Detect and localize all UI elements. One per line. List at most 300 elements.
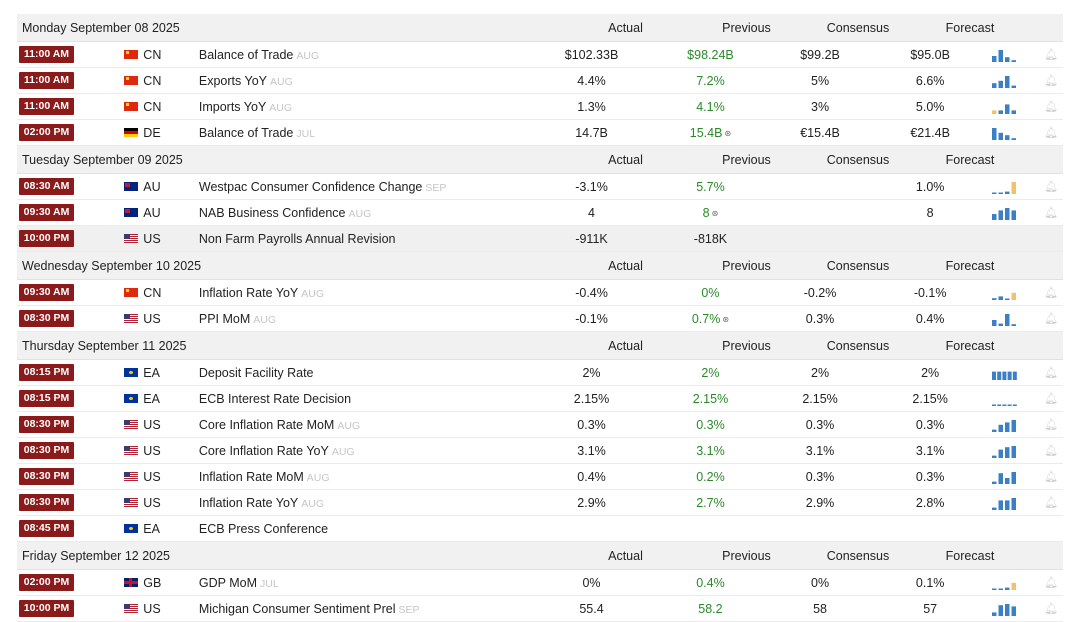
actual-value: 1.3% [577, 99, 606, 114]
bell-icon[interactable]: 🔔︎ [1044, 393, 1059, 405]
previous-value [659, 602, 762, 616]
sparkline-bar [1005, 191, 1010, 193]
time-cell [17, 364, 116, 381]
bell-icon[interactable]: 🔔︎ [1044, 313, 1059, 325]
event-row[interactable] [17, 120, 1063, 146]
time-cell [17, 124, 116, 141]
column-header-forecast: Forecast [945, 258, 995, 273]
sparkline-chart[interactable] [992, 74, 1018, 88]
previous-value [659, 206, 762, 220]
country-cell [116, 100, 198, 114]
time-badge: 08:30 PM [19, 442, 74, 459]
day-label: Tuesday September 09 2025 [22, 152, 183, 167]
time-cell [17, 98, 116, 115]
forecast-value: 5.0% [915, 99, 945, 114]
consensus-value: €15.4B [800, 125, 840, 140]
time-badge: 10:00 PM [19, 600, 74, 617]
column-header-forecast: Forecast [945, 548, 995, 563]
event-name[interactable] [198, 366, 524, 380]
sparkline-chart[interactable] [992, 418, 1018, 432]
event-name[interactable] [198, 392, 524, 406]
column-header-consensus: Consensus [826, 258, 890, 273]
previous-text: 5.7% [696, 179, 725, 194]
previous-text: 0.3% [696, 417, 725, 432]
revised-icon: ⊛ [711, 208, 719, 218]
event-title[interactable]: ECB Press Conference [198, 521, 329, 536]
sparkline-bar [1012, 60, 1017, 62]
sparkline-bar [1012, 446, 1017, 458]
sparkline-bar [1003, 404, 1007, 406]
time-badge: 08:30 AM [19, 178, 74, 195]
column-header-forecast: Forecast [945, 338, 995, 353]
event-name[interactable] [198, 418, 524, 432]
reference-period: AUG [301, 497, 325, 510]
column-header-previous: Previous [722, 548, 771, 563]
country-cell [116, 602, 198, 616]
sparkline-chart[interactable] [992, 126, 1018, 140]
sparkline-bar [1012, 182, 1017, 194]
column-header-forecast: Forecast [945, 152, 995, 167]
event-name[interactable] [198, 180, 524, 194]
flag-us-icon [124, 498, 138, 507]
sparkline-chart[interactable] [992, 470, 1018, 484]
event-name[interactable] [198, 496, 524, 510]
day-label: Thursday September 11 2025 [22, 338, 187, 353]
event-name[interactable] [198, 576, 524, 590]
country-code: US [143, 495, 161, 510]
previous-value [659, 576, 762, 590]
flag-de-icon [124, 128, 138, 137]
column-header-previous: Previous [722, 338, 771, 353]
event-name[interactable] [198, 74, 524, 88]
previous-text: 0.4% [696, 575, 725, 590]
event-row[interactable] [17, 596, 1063, 622]
sparkline-bar [1012, 138, 1017, 140]
time-badge: 11:00 AM [19, 72, 74, 89]
consensus-value: 5% [811, 73, 830, 88]
bell-icon[interactable]: 🔔︎ [1044, 445, 1059, 457]
column-header-previous: Previous [722, 20, 771, 35]
time-cell [17, 600, 116, 617]
sparkline-bar [1012, 498, 1017, 510]
bell-icon[interactable]: 🔔︎ [1044, 367, 1059, 379]
flag-ea-icon [124, 368, 138, 377]
country-cell [116, 418, 198, 432]
time-cell [17, 284, 116, 301]
sparkline-bar [1005, 314, 1010, 326]
event-title[interactable]: Inflation Rate YoY [198, 285, 299, 300]
consensus-value: 0.3% [805, 417, 835, 432]
previous-value [659, 312, 762, 326]
reference-period: AUG [269, 101, 293, 114]
time-cell [17, 230, 116, 247]
bell-icon[interactable]: 🔔︎ [1044, 497, 1059, 509]
time-cell [17, 310, 116, 327]
sparkline-cell[interactable] [982, 48, 1039, 62]
event-name[interactable] [198, 286, 524, 300]
time-badge: 08:30 PM [19, 310, 74, 327]
event-title[interactable]: GDP MoM [198, 575, 257, 590]
previous-value [659, 444, 762, 458]
time-badge: 08:30 PM [19, 468, 74, 485]
actual-value: -3.1% [575, 179, 608, 194]
sparkline-cell[interactable] [982, 312, 1039, 326]
event-row[interactable] [17, 68, 1063, 94]
reference-period: AUG [301, 287, 325, 300]
event-row[interactable] [17, 94, 1063, 120]
consensus-value: 2.9% [805, 495, 835, 510]
sparkline-cell[interactable] [982, 286, 1039, 300]
reference-period: AUG [337, 419, 361, 432]
event-name[interactable] [198, 470, 524, 484]
previous-value [659, 418, 762, 432]
actual-value: -0.4% [575, 285, 608, 300]
sparkline-bar [1005, 500, 1010, 510]
event-row[interactable] [17, 570, 1063, 596]
reference-period: AUG [331, 445, 355, 458]
sparkline-cell[interactable] [982, 100, 1039, 114]
country-code: EA [143, 365, 160, 380]
event-title[interactable]: Core Inflation Rate YoY [198, 443, 329, 458]
country-code: US [143, 469, 161, 484]
country-code: AU [143, 205, 161, 220]
column-header-consensus: Consensus [826, 152, 890, 167]
previous-value [659, 286, 762, 300]
bell-icon[interactable]: 🔔︎ [1044, 101, 1059, 113]
event-name[interactable] [198, 312, 524, 326]
day-label: Monday September 08 2025 [22, 20, 180, 35]
sparkline-bar [1012, 110, 1017, 114]
sparkline-bar [999, 210, 1004, 220]
time-badge: 08:15 PM [19, 364, 74, 381]
event-row[interactable] [17, 306, 1063, 332]
sparkline-chart[interactable] [992, 392, 1018, 406]
country-code: CN [143, 47, 162, 62]
reference-period: AUG [269, 75, 293, 88]
time-cell [17, 574, 116, 591]
sparkline-cell[interactable] [982, 366, 1039, 380]
previous-value [659, 496, 762, 510]
sparkline-cell[interactable] [982, 392, 1039, 406]
previous-value [659, 100, 762, 114]
event-title[interactable]: Inflation Rate MoM [198, 469, 304, 484]
event-title[interactable]: Imports YoY [198, 99, 267, 114]
event-row[interactable] [17, 464, 1063, 490]
event-name[interactable] [198, 206, 524, 220]
sparkline-bar [992, 371, 996, 379]
event-title[interactable]: Inflation Rate YoY [198, 495, 299, 510]
actual-value: $102.33B [564, 47, 619, 62]
sparkline-bar [992, 612, 997, 616]
forecast-value: 0.3% [915, 469, 945, 484]
forecast-value: 2.8% [915, 495, 945, 510]
event-title[interactable]: ECB Interest Rate Decision [198, 391, 352, 406]
sparkline-chart[interactable] [992, 180, 1018, 194]
column-header-actual: Actual [608, 338, 643, 353]
event-row[interactable] [17, 42, 1063, 68]
bell-icon[interactable]: 🔔︎ [1044, 181, 1059, 193]
time-badge: 08:45 PM [19, 520, 74, 537]
sparkline-bar [1012, 85, 1017, 87]
time-cell [17, 494, 116, 511]
event-row[interactable] [17, 280, 1063, 306]
sparkline-bar [1005, 604, 1010, 616]
event-row[interactable] [17, 200, 1063, 226]
forecast-value: 0.1% [915, 575, 945, 590]
event-name[interactable] [198, 126, 524, 140]
event-row[interactable] [17, 226, 1063, 252]
sparkline-bar [1005, 57, 1010, 62]
bell-icon[interactable]: 🔔︎ [1044, 603, 1059, 615]
day-header [17, 252, 1063, 280]
sparkline-cell[interactable] [982, 470, 1039, 484]
event-name[interactable] [198, 232, 524, 246]
forecast-value: 3.1% [915, 443, 945, 458]
event-row[interactable] [17, 516, 1063, 542]
consensus-value: 3.1% [805, 443, 835, 458]
sparkline-cell[interactable] [982, 180, 1039, 194]
country-cell [116, 232, 198, 246]
column-header-consensus: Consensus [826, 548, 890, 563]
sparkline-bar [992, 455, 997, 457]
column-header-consensus: Consensus [826, 20, 890, 35]
previous-text: 8 [702, 205, 710, 220]
previous-text: 2% [701, 365, 720, 380]
country-cell [116, 444, 198, 458]
previous-text: 2.15% [692, 391, 729, 406]
sparkline-bar [992, 298, 997, 300]
bell-icon[interactable]: 🔔︎ [1044, 577, 1059, 589]
sparkline-cell[interactable] [982, 576, 1039, 590]
column-header-actual: Actual [608, 548, 643, 563]
previous-value [659, 470, 762, 484]
event-row[interactable] [17, 174, 1063, 200]
event-name[interactable] [198, 48, 524, 62]
sparkline-bar [992, 110, 997, 114]
forecast-value: 0.4% [915, 311, 945, 326]
event-title[interactable]: PPI MoM [198, 311, 251, 326]
actual-value: -911K [575, 231, 608, 246]
country-cell [116, 126, 198, 140]
flag-us-icon [124, 446, 138, 455]
previous-text: 2.7% [696, 495, 725, 510]
country-code: EA [143, 391, 160, 406]
sparkline-bar [1012, 210, 1017, 220]
sparkline-chart[interactable] [992, 366, 1018, 380]
sparkline-chart[interactable] [992, 602, 1018, 616]
event-row[interactable] [17, 438, 1063, 464]
actual-value: 2.15% [573, 391, 610, 406]
day-header [17, 332, 1063, 360]
country-code: US [143, 231, 161, 246]
country-code: US [143, 601, 161, 616]
flag-us-icon [124, 234, 138, 243]
economic-calendar [17, 14, 1063, 622]
sparkline-bar [999, 449, 1004, 457]
sparkline-bar [1013, 371, 1017, 379]
time-cell [17, 520, 116, 537]
sparkline-chart[interactable] [992, 496, 1018, 510]
flag-ea-icon [124, 524, 138, 533]
sparkline-chart[interactable] [992, 206, 1018, 220]
flag-gb-icon [124, 578, 138, 587]
sparkline-bar [999, 296, 1004, 300]
sparkline-cell[interactable] [982, 206, 1039, 220]
time-cell [17, 72, 116, 89]
previous-text: 58.2 [698, 601, 723, 616]
sparkline-bar [1012, 420, 1017, 432]
sparkline-bar [1005, 135, 1010, 140]
sparkline-bar [1012, 324, 1017, 326]
country-code: CN [143, 285, 162, 300]
previous-value [659, 366, 762, 380]
country-code: GB [143, 575, 162, 590]
event-row[interactable] [17, 490, 1063, 516]
event-row[interactable] [17, 360, 1063, 386]
actual-value: 2.9% [577, 495, 606, 510]
sparkline-bar [1008, 404, 1012, 406]
bell-icon[interactable]: 🔔︎ [1044, 49, 1059, 61]
event-title[interactable]: Exports YoY [198, 73, 267, 88]
column-header-actual: Actual [608, 152, 643, 167]
column-header-actual: Actual [608, 258, 643, 273]
country-code: US [143, 443, 161, 458]
sparkline-bar [992, 481, 997, 483]
sparkline-chart[interactable] [992, 444, 1018, 458]
country-cell [116, 206, 198, 220]
event-name[interactable] [198, 602, 524, 616]
country-code: DE [143, 125, 161, 140]
sparkline-bar [999, 110, 1004, 114]
event-title[interactable]: Balance of Trade [198, 47, 294, 62]
sparkline-chart[interactable] [992, 48, 1018, 62]
column-header-previous: Previous [722, 152, 771, 167]
reference-period: AUG [348, 207, 372, 220]
sparkline-bar [997, 404, 1001, 406]
actual-value: 14.7B [575, 125, 608, 140]
flag-us-icon [124, 420, 138, 429]
sparkline-bar [1012, 606, 1017, 616]
bell-icon[interactable]: 🔔︎ [1044, 75, 1059, 87]
previous-text: 15.4B [689, 125, 723, 140]
forecast-value: 8 [926, 205, 934, 220]
bell-icon[interactable]: 🔔︎ [1044, 207, 1059, 219]
flag-us-icon [124, 472, 138, 481]
forecast-value: 6.6% [915, 73, 945, 88]
actual-value: 3.1% [577, 443, 606, 458]
sparkline-cell[interactable] [982, 418, 1039, 432]
time-cell [17, 416, 116, 433]
event-row[interactable] [17, 386, 1063, 412]
event-title[interactable]: Westpac Consumer Confidence Change [198, 179, 423, 194]
time-cell [17, 390, 116, 407]
sparkline-cell[interactable] [982, 74, 1039, 88]
sparkline-bar [999, 500, 1004, 510]
consensus-value: 0.3% [805, 311, 835, 326]
sparkline-bar [1005, 422, 1010, 432]
sparkline-bar [999, 323, 1004, 325]
reference-period: SEP [425, 181, 447, 194]
previous-text: -818K [693, 231, 728, 246]
country-code: US [143, 417, 161, 432]
event-name[interactable] [198, 444, 524, 458]
bell-icon[interactable]: 🔔︎ [1044, 471, 1059, 483]
event-name[interactable] [198, 100, 524, 114]
column-header-consensus: Consensus [826, 338, 890, 353]
forecast-value: 1.0% [915, 179, 945, 194]
event-title[interactable]: Michigan Consumer Sentiment Prel [198, 601, 396, 616]
sparkline-bar [1008, 371, 1012, 379]
event-title[interactable]: Balance of Trade [198, 125, 294, 140]
country-code: CN [143, 99, 162, 114]
sparkline-chart[interactable] [992, 286, 1018, 300]
forecast-value: 2.15% [912, 391, 948, 406]
time-cell [17, 178, 116, 195]
bell-icon[interactable]: 🔔︎ [1044, 127, 1059, 139]
event-title[interactable]: Core Inflation Rate MoM [198, 417, 335, 432]
sparkline-bar [999, 50, 1004, 62]
sparkline-bar [1003, 371, 1007, 379]
sparkline-bar [999, 473, 1004, 484]
flag-us-icon [124, 604, 138, 613]
time-cell [17, 46, 116, 63]
time-badge: 02:00 PM [19, 124, 74, 141]
consensus-value: $99.2B [800, 47, 840, 62]
sparkline-bar [1005, 298, 1010, 300]
sparkline-bar [992, 83, 997, 88]
country-cell [116, 522, 198, 536]
time-badge: 11:00 AM [19, 46, 74, 63]
flag-au-icon [124, 182, 138, 191]
column-header-previous: Previous [722, 258, 771, 273]
event-row[interactable] [17, 412, 1063, 438]
sparkline-cell[interactable] [982, 496, 1039, 510]
forecast-value: €21.4B [910, 125, 950, 140]
flag-cn-icon [124, 76, 138, 85]
previous-value [659, 126, 762, 140]
sparkline-cell[interactable] [982, 602, 1039, 616]
sparkline-chart[interactable] [992, 576, 1018, 590]
event-title[interactable]: Deposit Facility Rate [198, 365, 314, 380]
day-header [17, 542, 1063, 570]
sparkline-bar [1005, 208, 1010, 220]
event-title[interactable]: Non Farm Payrolls Annual Revision [198, 231, 396, 246]
event-name[interactable] [198, 522, 524, 536]
country-cell [116, 496, 198, 510]
sparkline-bar [992, 429, 997, 431]
previous-text: 0.7% [691, 311, 721, 326]
event-title[interactable]: NAB Business Confidence [198, 205, 346, 220]
day-label: Wednesday September 10 2025 [22, 258, 202, 273]
reference-period: AUG [306, 471, 330, 484]
sparkline-chart[interactable] [992, 100, 1018, 114]
sparkline-bar [1005, 587, 1010, 589]
country-cell [116, 286, 198, 300]
sparkline-cell[interactable] [982, 126, 1039, 140]
time-cell [17, 204, 116, 221]
previous-value [659, 232, 762, 246]
country-cell [116, 180, 198, 194]
sparkline-bar [992, 128, 997, 140]
bell-icon[interactable]: 🔔︎ [1044, 419, 1059, 431]
reference-period: AUG [253, 313, 277, 326]
time-cell [17, 442, 116, 459]
country-cell [116, 576, 198, 590]
sparkline-cell[interactable] [982, 444, 1039, 458]
previous-text: $98.24B [687, 47, 734, 62]
bell-icon[interactable]: 🔔︎ [1044, 287, 1059, 299]
sparkline-chart[interactable] [992, 312, 1018, 326]
